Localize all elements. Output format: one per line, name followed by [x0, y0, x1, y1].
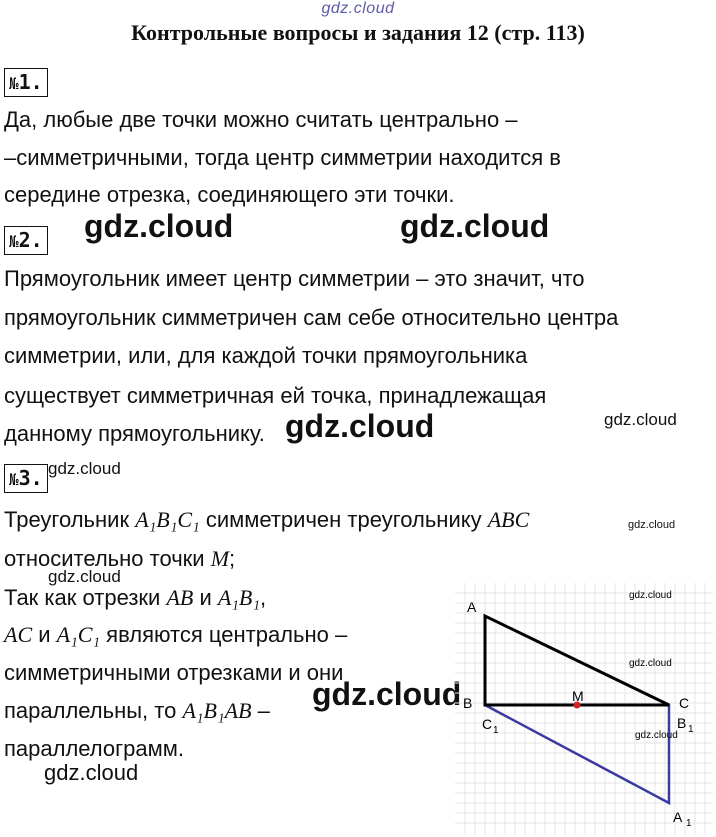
- label-b1: B: [677, 715, 687, 731]
- math-segment-ac: AC: [4, 622, 33, 647]
- task3-line-4: [4, 622, 347, 648]
- text: и: [32, 622, 57, 647]
- watermark: gdz.cloud: [84, 208, 234, 244]
- label-m: M: [572, 688, 584, 704]
- task-number-prefix: №: [9, 232, 19, 251]
- text: и: [193, 585, 218, 610]
- watermark-top: gdz.cloud: [321, 0, 395, 17]
- task2-line-3: симметрии, или, для каждой точки прямоугольника: [4, 343, 528, 368]
- watermark: gdz.cloud: [48, 567, 121, 586]
- task-number-prefix: №: [9, 470, 19, 489]
- math-segment-a1c1: A₁C₁: [56, 622, 101, 647]
- watermark: gdz.cloud: [629, 658, 672, 669]
- label-a1: A: [673, 809, 683, 825]
- task-number-2: [4, 226, 48, 255]
- label-c: C: [679, 695, 690, 711]
- text: ,: [260, 585, 267, 610]
- task-number-value: 2.: [18, 228, 43, 252]
- text: Треугольник: [4, 507, 136, 532]
- task-number-value: 1.: [18, 70, 43, 94]
- task1-line-3: середине отрезка, соединяющего эти точки.: [4, 182, 455, 207]
- task-number-value: 3.: [18, 466, 43, 490]
- task2-line-5: данному прямоугольнику.: [4, 421, 265, 446]
- task1-line-2: –симметричными, тогда центр симметрии находится в: [4, 145, 561, 170]
- label-a: A: [467, 599, 477, 615]
- math-segment-ab: AB: [166, 585, 194, 610]
- task1-line-1: Да, любые две точки можно считать центрально –: [4, 107, 518, 132]
- text: относительно точки: [4, 546, 211, 571]
- math-triangle-abc: ABC: [487, 507, 530, 532]
- triangle-a1b1c1: [485, 705, 669, 803]
- watermark: gdz.cloud: [629, 590, 672, 601]
- task3-line-3: [4, 585, 266, 611]
- task2-line-2: прямоугольник симметричен сам себе относительно центра: [4, 305, 619, 330]
- text: параллельны, то: [4, 698, 183, 723]
- label-a1-sub: 1: [686, 818, 692, 829]
- text: Так как отрезки: [4, 585, 167, 610]
- math-quadrilateral: A₁B₁AB: [182, 698, 252, 723]
- math-segment-a1b1: A₁B₁: [217, 585, 261, 610]
- task-number-3: [4, 464, 48, 493]
- task3-line-1: [4, 507, 529, 533]
- label-b1-sub: 1: [688, 724, 694, 735]
- task3-line-5: симметричными отрезками и они: [4, 660, 344, 685]
- task3-line-7: параллелограмм.: [4, 736, 184, 761]
- watermark: gdz.cloud: [628, 519, 676, 531]
- text: –: [251, 698, 270, 723]
- label-b: B: [463, 695, 473, 711]
- symmetry-figure: [455, 583, 713, 835]
- watermark: gdz.cloud: [400, 208, 550, 244]
- text: симметричен треугольнику: [199, 507, 488, 532]
- task2-line-4: существует симметричная ей точка, принадлежащая: [4, 383, 547, 408]
- task3-line-6: [4, 698, 270, 724]
- watermark: gdz.cloud: [44, 760, 139, 785]
- text: являются центрально –: [100, 622, 348, 647]
- task-number-1: [4, 68, 48, 97]
- page-title: Контрольные вопросы и задания 12 (стр. 113): [131, 20, 585, 45]
- watermark: gdz.cloud: [312, 676, 462, 712]
- math-triangle-a1b1c1: A₁B₁C₁: [135, 507, 200, 532]
- watermark: gdz.cloud: [285, 408, 435, 444]
- watermark: gdz.cloud: [48, 459, 121, 478]
- task-number-prefix: №: [9, 74, 19, 93]
- math-point-m: M: [210, 546, 230, 571]
- watermark: gdz.cloud: [635, 730, 678, 741]
- task2-line-1: Прямоугольник имеет центр симметрии – это значит, что: [4, 266, 585, 291]
- watermark: gdz.cloud: [604, 410, 677, 429]
- label-c1: C: [482, 716, 493, 732]
- text: ;: [229, 546, 236, 571]
- label-c1-sub: 1: [493, 725, 499, 736]
